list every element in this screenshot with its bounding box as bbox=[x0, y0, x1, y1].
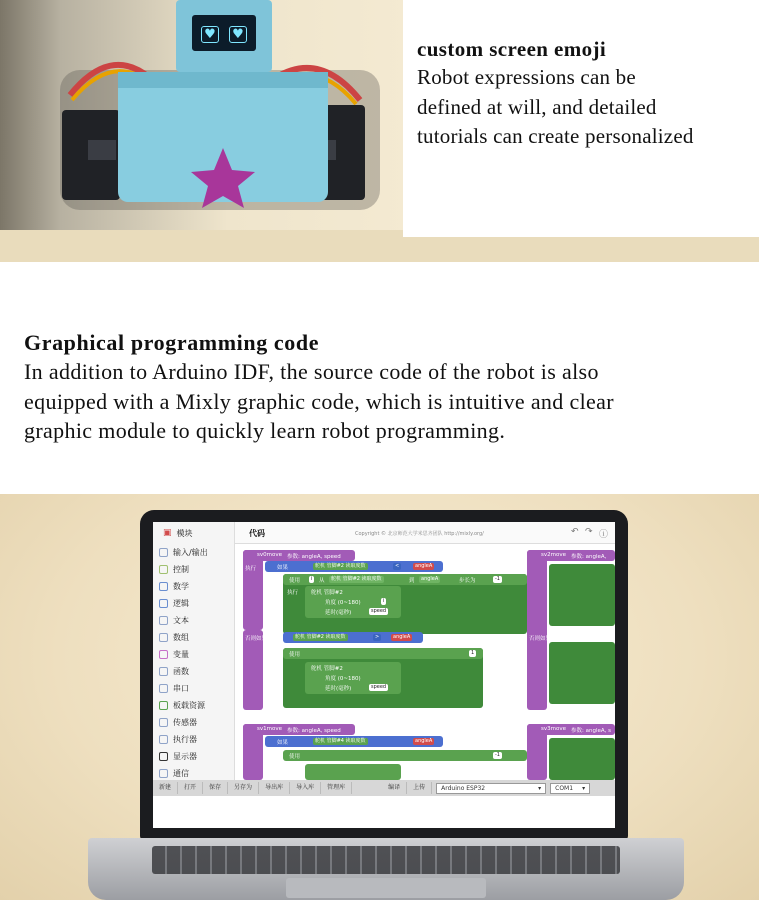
graphical-programming-text bbox=[24, 329, 754, 446]
right-loop-block-2[interactable] bbox=[549, 642, 615, 704]
sidebar-item-label: 传感器 bbox=[173, 718, 197, 727]
robot-emoji-section bbox=[0, 0, 759, 262]
category-icon bbox=[159, 633, 168, 642]
if-block[interactable] bbox=[265, 561, 443, 572]
servo-read-chip-4[interactable]: 舵机 管脚#4 读取度数 bbox=[315, 738, 366, 744]
sidebar-item[interactable] bbox=[153, 646, 234, 663]
category-icon bbox=[159, 582, 168, 591]
emoji-text-card bbox=[403, 0, 759, 237]
board-select[interactable] bbox=[436, 783, 546, 794]
servo-read-chip-3[interactable]: 舵机 管脚#2 读取度数 bbox=[295, 634, 346, 640]
sidebar-item[interactable] bbox=[153, 561, 234, 578]
sidebar-item[interactable] bbox=[153, 663, 234, 680]
function-name-2: sv1move bbox=[257, 726, 282, 732]
category-icon bbox=[159, 667, 168, 676]
upload-button[interactable]: 上传 bbox=[407, 782, 432, 794]
sidebar-item[interactable] bbox=[153, 748, 234, 765]
function-name: sv0move bbox=[257, 552, 282, 558]
category-icon bbox=[159, 718, 168, 727]
blocks-icon: ▣ bbox=[163, 528, 172, 538]
sidebar-item-label: 板载资源 bbox=[173, 701, 205, 710]
category-icon bbox=[159, 548, 168, 557]
exec-label: 执行 bbox=[245, 566, 257, 572]
to-angle-chip[interactable]: angleA bbox=[421, 576, 439, 582]
var-angle-chip-3[interactable]: angleA bbox=[415, 738, 433, 744]
loop-var-chip[interactable]: i bbox=[311, 576, 313, 582]
sidebar-item[interactable] bbox=[153, 680, 234, 697]
to-label: 到 bbox=[409, 578, 415, 584]
sidebar-item-label: 输入/输出 bbox=[173, 548, 208, 557]
servo-read-chip[interactable]: 舵机 管脚#2 读取度数 bbox=[315, 563, 366, 569]
output-console bbox=[153, 796, 615, 828]
function-block-sv2move[interactable] bbox=[527, 550, 547, 710]
var-angle-chip[interactable]: angleA bbox=[415, 563, 433, 569]
right-loop-block-3[interactable] bbox=[549, 738, 615, 780]
sidebar-item[interactable] bbox=[153, 595, 234, 612]
sidebar-item-label: 逻辑 bbox=[173, 599, 189, 608]
open-button[interactable]: 打开 bbox=[178, 782, 203, 794]
sidebar-item-label: 文本 bbox=[173, 616, 189, 625]
sidebar-item-label: 控制 bbox=[173, 565, 189, 574]
sidebar-item-label: 串口 bbox=[173, 684, 189, 693]
compare-operator[interactable]: < bbox=[395, 563, 400, 569]
sidebar-item-label: 执行器 bbox=[173, 735, 197, 744]
sidebar-item-label: 数组 bbox=[173, 633, 189, 642]
port-select[interactable] bbox=[550, 783, 590, 794]
if-block-2[interactable] bbox=[265, 736, 443, 747]
graphical-feature-line-3: graphic module to quickly learn robot programming. bbox=[24, 418, 506, 443]
port-value: COM1 bbox=[555, 784, 574, 792]
graphical-feature-line-2: equipped with a Mixly graphic code, which is intuitive and clear bbox=[24, 388, 614, 414]
category-icon bbox=[159, 650, 168, 659]
sidebar-header bbox=[153, 522, 234, 544]
sidebar-item-label: 数学 bbox=[173, 582, 189, 591]
speed-chip-2[interactable]: speed bbox=[371, 684, 387, 690]
function-params-3: 参数: angleA, bbox=[571, 554, 607, 560]
angle-var-chip[interactable]: i bbox=[383, 598, 385, 604]
code-header-bar bbox=[235, 522, 615, 544]
sidebar-item-label: 变量 bbox=[173, 650, 189, 659]
delay-label-2: 延时(毫秒) bbox=[325, 686, 352, 692]
laptop-photo-section bbox=[0, 494, 759, 900]
if-label: 如果 bbox=[277, 565, 289, 571]
if-label-2: 如果 bbox=[277, 740, 289, 746]
manage-lib-button[interactable]: 管理库 bbox=[321, 782, 352, 794]
for-loop-header[interactable] bbox=[283, 574, 527, 585]
category-icon bbox=[159, 769, 168, 778]
function-params-4: 参数: angleA, s bbox=[571, 728, 611, 734]
servo-write-block-3[interactable] bbox=[305, 764, 401, 780]
category-icon bbox=[159, 752, 168, 761]
category-icon bbox=[159, 616, 168, 625]
sidebar-item-label: 显示器 bbox=[173, 752, 197, 761]
chevron-down-icon: ▾ bbox=[538, 784, 542, 792]
elseif-connector bbox=[243, 630, 263, 710]
function-header[interactable] bbox=[243, 550, 355, 561]
sidebar-item[interactable] bbox=[153, 629, 234, 646]
servo-read-chip-2[interactable]: 舵机 管脚#2 读取度数 bbox=[331, 576, 382, 582]
mixly-ide-screen bbox=[153, 522, 615, 828]
elseif-condition[interactable] bbox=[283, 632, 423, 643]
servo-write-block-2[interactable] bbox=[305, 662, 401, 694]
laptop-keyboard bbox=[152, 846, 620, 874]
laptop-base bbox=[88, 838, 684, 900]
exec-label-2: 执行 bbox=[287, 590, 299, 596]
save-as-button[interactable]: 另存为 bbox=[228, 782, 259, 794]
help-icon[interactable]: ⓘ bbox=[599, 530, 609, 540]
sidebar-item[interactable] bbox=[153, 544, 234, 561]
speed-chip[interactable]: speed bbox=[371, 608, 387, 614]
delay-label: 延时(毫秒) bbox=[325, 610, 352, 616]
save-button[interactable]: 保存 bbox=[203, 782, 228, 794]
use-label: 使用 bbox=[289, 578, 301, 584]
category-icon bbox=[159, 701, 168, 710]
sidebar-item[interactable] bbox=[153, 714, 234, 731]
sidebar-title: 模块 bbox=[176, 528, 193, 538]
board-value: Arduino ESP32 bbox=[441, 784, 486, 792]
servo-write-block[interactable] bbox=[305, 586, 401, 618]
export-lib-button[interactable]: 导出库 bbox=[259, 782, 290, 794]
function-header-2[interactable] bbox=[243, 724, 355, 735]
function-header-3[interactable] bbox=[527, 550, 615, 561]
category-list bbox=[153, 544, 234, 782]
function-params: 参数: angleA, speed bbox=[287, 554, 341, 560]
function-name-4: sv3move bbox=[541, 726, 566, 732]
import-lib-button[interactable]: 导入库 bbox=[290, 782, 321, 794]
var-angle-chip-2[interactable]: angleA bbox=[393, 634, 411, 640]
function-params-2: 参数: angleA, speed bbox=[287, 728, 341, 734]
emoji-feature-title: custom screen emoji bbox=[417, 37, 607, 61]
laptop-lid bbox=[140, 510, 628, 840]
for-loop-header-2[interactable] bbox=[283, 648, 483, 659]
for-loop-header-3[interactable] bbox=[283, 750, 527, 761]
emoji-feature-line-2: defined at will, and detailed bbox=[417, 94, 657, 119]
angle-label-2: 角度 (0~180) bbox=[325, 676, 361, 682]
block-canvas[interactable] bbox=[243, 544, 615, 780]
servo-pin-label-2: 舵机 管脚#2 bbox=[311, 666, 343, 672]
angle-label: 角度 (0~180) bbox=[325, 600, 361, 606]
copyright-text: Copyright © 北京师范大学米思齐团队 http://mixly.org/ bbox=[355, 531, 484, 537]
sidebar-item[interactable] bbox=[153, 578, 234, 595]
elseif-label: 否则如果 bbox=[245, 636, 268, 642]
emoji-feature-line-3: tutorials can create personalized bbox=[417, 124, 694, 148]
heart-eye-left-icon: ♥ bbox=[201, 26, 219, 43]
compare-operator-2[interactable]: > bbox=[375, 634, 380, 640]
category-icon bbox=[159, 735, 168, 744]
code-tab[interactable]: 代码 bbox=[249, 529, 265, 538]
compile-button[interactable]: 编译 bbox=[382, 782, 407, 794]
sidebar-item-label: 通信 bbox=[173, 769, 189, 778]
sidebar-item[interactable] bbox=[153, 697, 234, 714]
graphical-feature-title: Graphical programming code bbox=[24, 330, 320, 355]
category-icon bbox=[159, 565, 168, 574]
function-name-3: sv2move bbox=[541, 552, 566, 558]
block-category-sidebar bbox=[153, 522, 235, 780]
laptop-trackpad bbox=[286, 878, 486, 898]
use-label-3: 使用 bbox=[289, 754, 301, 760]
ide-toolbar bbox=[153, 780, 615, 796]
redo-icon[interactable]: ↷ bbox=[585, 527, 593, 537]
function-block-sv0move[interactable] bbox=[243, 550, 263, 630]
step-chip-2[interactable]: 1 bbox=[471, 650, 475, 656]
right-loop-block[interactable] bbox=[549, 564, 615, 626]
from-label: 从 bbox=[319, 578, 325, 584]
emoji-feature-line-1: Robot expressions can be bbox=[417, 65, 636, 89]
right-elseif-label: 否则如果 bbox=[529, 636, 552, 642]
sidebar-item[interactable] bbox=[153, 731, 234, 748]
sidebar-item[interactable] bbox=[153, 612, 234, 629]
step-chip[interactable]: -1 bbox=[495, 576, 500, 582]
category-icon bbox=[159, 599, 168, 608]
use-label-2: 使用 bbox=[289, 652, 301, 658]
function-header-4[interactable] bbox=[527, 724, 615, 735]
sidebar-item-label: 函数 bbox=[173, 667, 189, 676]
step-label: 步长为 bbox=[459, 578, 476, 584]
servo-pin-label: 舵机 管脚#2 bbox=[311, 590, 343, 596]
heart-eye-right-icon: ♥ bbox=[229, 26, 247, 43]
new-button[interactable]: 新建 bbox=[153, 782, 178, 794]
undo-icon[interactable]: ↶ bbox=[571, 527, 579, 537]
port-chevron-down-icon: ▾ bbox=[582, 784, 586, 792]
category-icon bbox=[159, 684, 168, 693]
graphical-feature-line-1: In addition to Arduino IDF, the source code of the robot is also bbox=[24, 359, 599, 384]
step-chip-3[interactable]: -1 bbox=[495, 752, 500, 758]
robot-screen-emoji bbox=[196, 20, 252, 48]
